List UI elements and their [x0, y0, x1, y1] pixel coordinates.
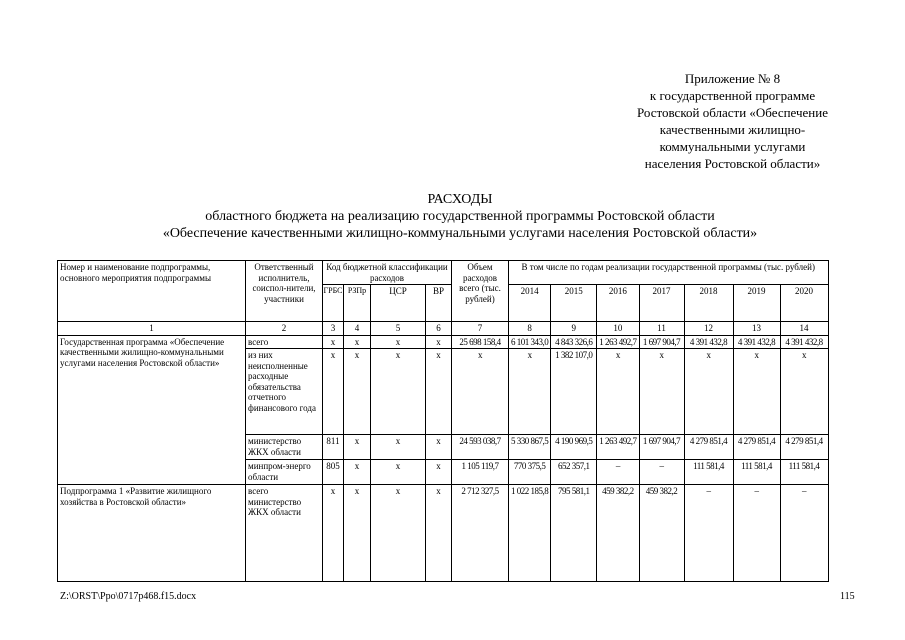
header-code-csr: ЦСР: [371, 285, 426, 322]
header-year: 2016: [597, 285, 639, 322]
cell-year-value: 4 391 432,8: [684, 335, 733, 349]
appendix-line: к государственной программе: [649, 88, 816, 103]
cell-rzpr: x: [344, 435, 371, 460]
cell-vr: x: [426, 485, 452, 582]
row-executor: всего: [246, 335, 323, 349]
column-number: 10: [597, 322, 639, 336]
cell-grbs: x: [323, 349, 344, 435]
column-number: 8: [509, 322, 551, 336]
cell-year-value: 1 022 185,8: [509, 485, 551, 582]
cell-year-value: 111 581,4: [733, 460, 780, 485]
expenses-table: [57, 260, 829, 582]
table-row: [58, 335, 829, 349]
cell-year-value: –: [780, 485, 828, 582]
appendix-line: Приложение № 8: [684, 71, 781, 86]
cell-grbs: 811: [323, 435, 344, 460]
cell-csr: x: [371, 485, 426, 582]
appendix-line: коммунальными услугами: [659, 139, 806, 154]
column-number: 7: [452, 322, 509, 336]
cell-rzpr: x: [344, 485, 371, 582]
cell-year-value: x: [780, 349, 828, 435]
cell-grbs: x: [323, 335, 344, 349]
document-heading: [60, 191, 860, 242]
column-number: 3: [323, 322, 344, 336]
cell-csr: x: [371, 460, 426, 485]
cell-year-value: x: [639, 349, 684, 435]
column-number: 11: [639, 322, 684, 336]
cell-vr: x: [426, 435, 452, 460]
header-year: 2015: [551, 285, 597, 322]
header-executor: Ответственный исполнитель, соиспол-нители, участники: [246, 261, 323, 322]
cell-csr: x: [371, 335, 426, 349]
table-row: [58, 485, 829, 582]
header-code-vr: ВР: [426, 285, 452, 322]
cell-year-value: –: [733, 485, 780, 582]
header-name: Номер и наименование подпрограммы, основного мероприятия подпрограммы: [58, 261, 246, 322]
column-number: 2: [246, 322, 323, 336]
column-number: 6: [426, 322, 452, 336]
cell-year-value: –: [684, 485, 733, 582]
cell-year-value: 4 279 851,4: [780, 435, 828, 460]
appendix-line: населения Ростовской области»: [644, 156, 821, 171]
cell-total: 2 712 327,5: [452, 485, 509, 582]
cell-year-value: 652 357,1: [551, 460, 597, 485]
cell-year-value: 795 581,1: [551, 485, 597, 582]
column-number: 13: [733, 322, 780, 336]
cell-year-value: 4 391 432,8: [780, 335, 828, 349]
cell-total: x: [452, 349, 509, 435]
subprogram-name: Подпрограмма 1 «Развитие жилищного хозяйства в Ростовской области»: [58, 485, 246, 582]
heading-line-1: областного бюджета на реализацию государственной программы Ростовской области: [205, 209, 715, 224]
cell-grbs: 805: [323, 460, 344, 485]
column-number: 5: [371, 322, 426, 336]
header-code-rzpr: РЗПр: [344, 285, 371, 322]
cell-csr: x: [371, 435, 426, 460]
header-year: 2014: [509, 285, 551, 322]
appendix-line: Ростовской области «Обеспечение: [636, 105, 828, 120]
cell-year-value: –: [597, 460, 639, 485]
cell-year-value: 4 391 432,8: [733, 335, 780, 349]
row-executor: из них неисполненные расходные обязательства отчетного финансового года: [246, 349, 323, 435]
column-number: 12: [684, 322, 733, 336]
header-total: Объем расходов всего (тыс. рублей): [452, 261, 509, 322]
program-name: Государственная программа «Обеспечение качественными жилищно-коммунальными услугами населения Ростовской области»: [58, 335, 246, 485]
cell-year-value: 111 581,4: [780, 460, 828, 485]
cell-year-value: 111 581,4: [684, 460, 733, 485]
cell-total: 24 593 038,7: [452, 435, 509, 460]
cell-year-value: x: [733, 349, 780, 435]
cell-year-value: 770 375,5: [509, 460, 551, 485]
appendix-block: [615, 70, 850, 172]
heading-line-2: «Обеспечение качественными жилищно-коммунальными услугами населения Ростовской области»: [162, 226, 758, 241]
cell-vr: x: [426, 349, 452, 435]
file-path: Z:\ORST\Ppo\0717p468.f15.docx: [60, 591, 197, 602]
cell-grbs: x: [323, 485, 344, 582]
cell-year-value: 1 382 107,0: [551, 349, 597, 435]
cell-rzpr: x: [344, 349, 371, 435]
page-number: 115: [840, 591, 855, 602]
column-number: 9: [551, 322, 597, 336]
cell-rzpr: x: [344, 460, 371, 485]
cell-year-value: –: [639, 460, 684, 485]
cell-year-value: 5 330 867,5: [509, 435, 551, 460]
cell-year-value: x: [597, 349, 639, 435]
cell-year-value: 459 382,2: [639, 485, 684, 582]
cell-year-value: 1 263 492,7: [597, 435, 639, 460]
cell-year-value: 4 843 326,6: [551, 335, 597, 349]
header-year: 2019: [733, 285, 780, 322]
column-number: 14: [780, 322, 828, 336]
cell-vr: x: [426, 335, 452, 349]
header-year: 2017: [639, 285, 684, 322]
column-number: 4: [344, 322, 371, 336]
cell-year-value: 4 279 851,4: [733, 435, 780, 460]
cell-year-value: 4 190 969,5: [551, 435, 597, 460]
document-title: РАСХОДЫ: [427, 192, 493, 207]
cell-vr: x: [426, 460, 452, 485]
row-executor: всего министерство ЖКХ области: [246, 485, 323, 582]
cell-year-value: x: [684, 349, 733, 435]
cell-year-value: 1 263 492,7: [597, 335, 639, 349]
header-budget-class: Код бюджетной классификации расходов: [323, 261, 452, 285]
cell-total: 25 698 158,4: [452, 335, 509, 349]
cell-year-value: 1 697 904,7: [639, 335, 684, 349]
cell-year-value: 459 382,2: [597, 485, 639, 582]
appendix-line: качественными жилищно-: [659, 122, 806, 137]
cell-total: 1 105 119,7: [452, 460, 509, 485]
header-year: 2020: [780, 285, 828, 322]
column-number: 1: [58, 322, 246, 336]
cell-year-value: x: [509, 349, 551, 435]
cell-csr: x: [371, 349, 426, 435]
cell-rzpr: x: [344, 335, 371, 349]
header-year: 2018: [684, 285, 733, 322]
row-executor: минпром-энерго области: [246, 460, 323, 485]
cell-year-value: 1 697 904,7: [639, 435, 684, 460]
header-code-grbs: ГРБС: [323, 285, 344, 322]
cell-year-value: 6 101 343,0: [509, 335, 551, 349]
header-by-years: В том числе по годам реализации государственной программы (тыс. рублей): [509, 261, 829, 285]
cell-year-value: 4 279 851,4: [684, 435, 733, 460]
row-executor: министерство ЖКХ области: [246, 435, 323, 460]
